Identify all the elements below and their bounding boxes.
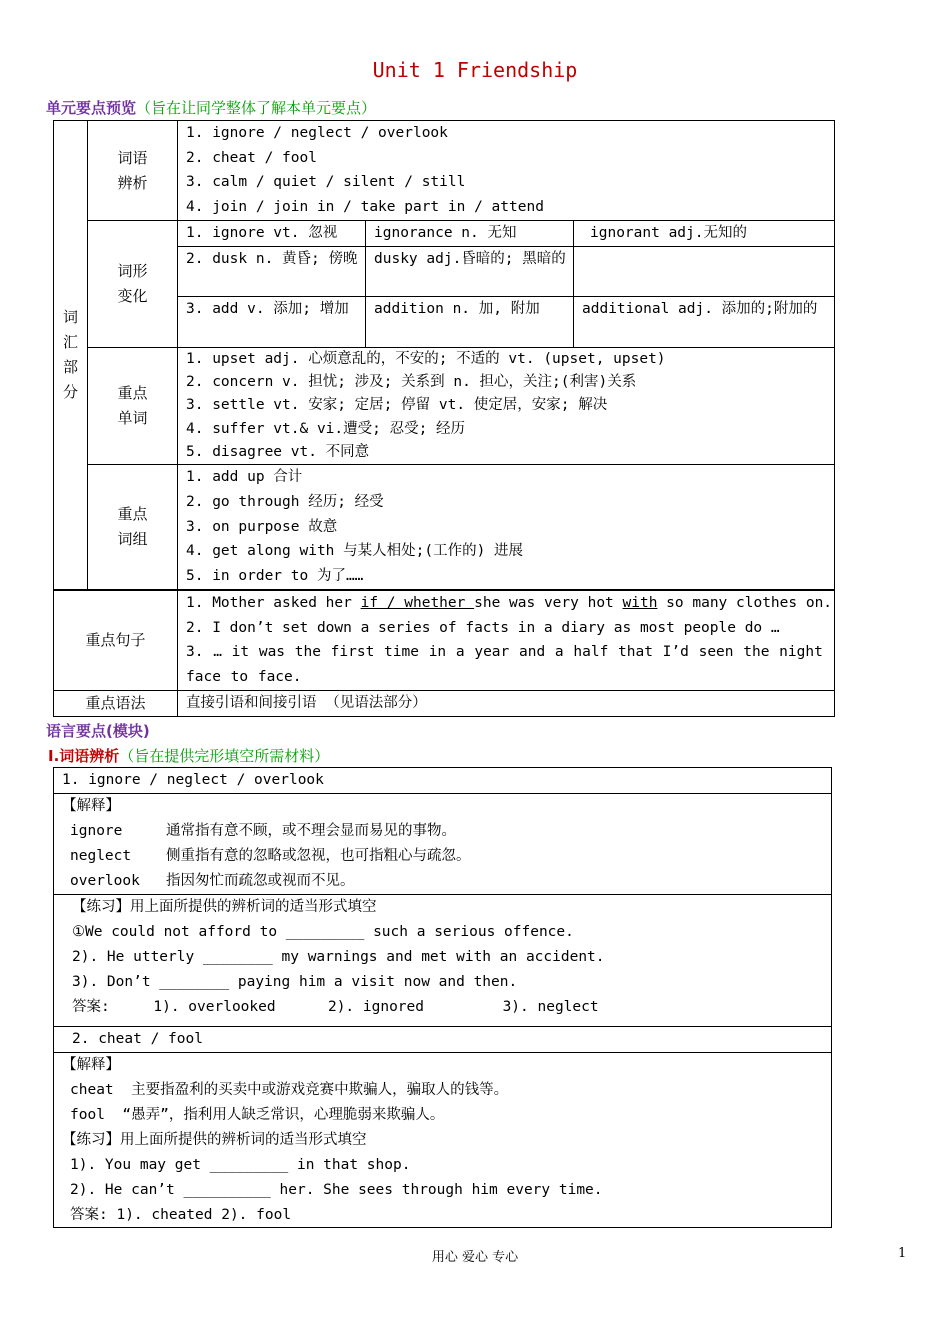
danci-items: 1. upset adj. 心烦意乱的，不安的; 不适的 vt. (upset, upset) 2. concern v. 担忧; 涉及; 关系到 n. 担心，关注;(利害)关系 3. settle vt. 安家; 定居; 停留 vt. 使定居，安家; 解决 4. suffer vt.& vi.遭受; 忍受; 经历 5. disagree vt. 不同意 bbox=[178, 347, 835, 464]
overview-heading-text: 单元要点预览 bbox=[46, 99, 137, 117]
box1-question-1: ①We could not afford to _________ such a serious offence. bbox=[72, 924, 574, 940]
box2-explain-label: 【解释】 bbox=[62, 1057, 120, 1073]
cixing-r1-c3: ignorant adj.无知的 bbox=[574, 221, 835, 247]
points-heading: 语言要点(模块) bbox=[46, 722, 150, 740]
juzi-label: 重点句子 bbox=[54, 591, 178, 691]
page-title: Unit 1 Friendship bbox=[372, 58, 578, 82]
yufa-text: 直接引语和间接引语 （见语法部分） bbox=[178, 691, 835, 717]
cixing-r3-c2: addition n. 加, 附加 bbox=[366, 296, 574, 347]
page-number: 1 bbox=[898, 1246, 907, 1261]
danci-label: 重点 单词 bbox=[88, 347, 178, 464]
cixing-r2-c3 bbox=[574, 246, 835, 296]
box1-explain-label: 【解释】 bbox=[62, 798, 120, 814]
box2-answer: 答案: 1). cheated 2). fool bbox=[70, 1207, 292, 1223]
box-ignore-neglect-overlook bbox=[53, 767, 832, 1027]
box1-title: 1. ignore / neglect / overlook bbox=[54, 768, 831, 794]
yufa-label: 重点语法 bbox=[54, 691, 178, 717]
juzi-items bbox=[178, 591, 835, 691]
cixing-r3-c3: additional adj. 添加的;附加的 bbox=[574, 296, 835, 347]
box1-explain-2: neglect 侧重指有意的忽略或忽视，也可指粗心与疏忽。 bbox=[70, 848, 471, 864]
box1-practice-label: 【练习】用上面所提供的辨析词的适当形式填空 bbox=[72, 899, 377, 915]
cixi-label: 词语 辨析 bbox=[88, 121, 178, 221]
box1-explain-3: overlook 指因匆忙而疏忽或视而不见。 bbox=[70, 873, 355, 889]
cixing-r1-c2: ignorance n. 无知 bbox=[366, 221, 574, 247]
box2-explain-2: fool “愚弄”，指利用人缺乏常识，心理脆弱来欺骗人。 bbox=[70, 1107, 445, 1123]
cixing-r1-c1: 1. ignore vt. 忽视 bbox=[178, 221, 366, 247]
sentences-table bbox=[53, 590, 835, 717]
overview-table bbox=[53, 120, 835, 590]
box2-title: 2. cheat / fool bbox=[54, 1027, 831, 1053]
cizu-items: 1. add up 合计 2. go through 经历; 经受 3. on purpose 故意 4. get along with 与某人相处;(工作的) 进展 5. in order to 为了…… bbox=[178, 465, 835, 590]
box2-practice-label: 【练习】用上面所提供的辨析词的适当形式填空 bbox=[62, 1132, 367, 1148]
overview-heading bbox=[46, 97, 376, 118]
sentence-3: 3. … it was the first time in a year and a half that I’d seen the night face to face. bbox=[186, 644, 823, 686]
box1-question-3: 3). Don’t ________ paying him a visit now and then. bbox=[72, 974, 518, 990]
cizu-label: 重点 词组 bbox=[88, 465, 178, 590]
overview-heading-note: （旨在让同学整体了解本单元要点） bbox=[136, 99, 377, 117]
cixing-r2-c2: dusky adj.昏暗的; 黑暗的 bbox=[366, 246, 574, 296]
cixi-items: 1. ignore / neglect / overlook 2. cheat / fool 3. calm / quiet / silent / still 4. join / join in / take part in / attend bbox=[178, 121, 835, 221]
cixing-r3-c1: 3. add v. 添加; 增加 bbox=[178, 296, 366, 347]
box2-question-1: 1). You may get _________ in that shop. bbox=[70, 1157, 411, 1173]
cixing-label: 词形 变化 bbox=[88, 221, 178, 348]
cixi-heading: Ⅰ.词语辨析（旨在提供完形填空所需材料） bbox=[48, 747, 330, 765]
cixing-r2-c1: 2. dusk n. 黄昏; 傍晚 bbox=[178, 246, 366, 296]
box2-question-2: 2). He can’t __________ her. She sees through him every time. bbox=[70, 1182, 603, 1198]
sentence-1: 1. Mother asked her if / whether she was very hot with so many clothes on. bbox=[186, 595, 833, 611]
box2-explain-1: cheat 主要指盈利的买卖中或游戏竞赛中欺骗人，骗取人的钱等。 bbox=[70, 1082, 509, 1098]
vocab-section-label: 词 汇 部 分 bbox=[54, 121, 88, 590]
page-footer: 用心 爱心 专心 bbox=[431, 1250, 519, 1265]
box-cheat-fool bbox=[53, 1026, 832, 1228]
box1-question-2: 2). He utterly ________ my warnings and met with an accident. bbox=[72, 949, 605, 965]
box1-explain-1: ignore 通常指有意不顾，或不理会显而易见的事物。 bbox=[70, 823, 457, 839]
box1-answer: 答案: 1). overlooked 2). ignored 3). neglect bbox=[72, 999, 599, 1015]
sentence-2: 2. I don’t set down a series of facts in a diary as most people do … bbox=[186, 619, 780, 636]
